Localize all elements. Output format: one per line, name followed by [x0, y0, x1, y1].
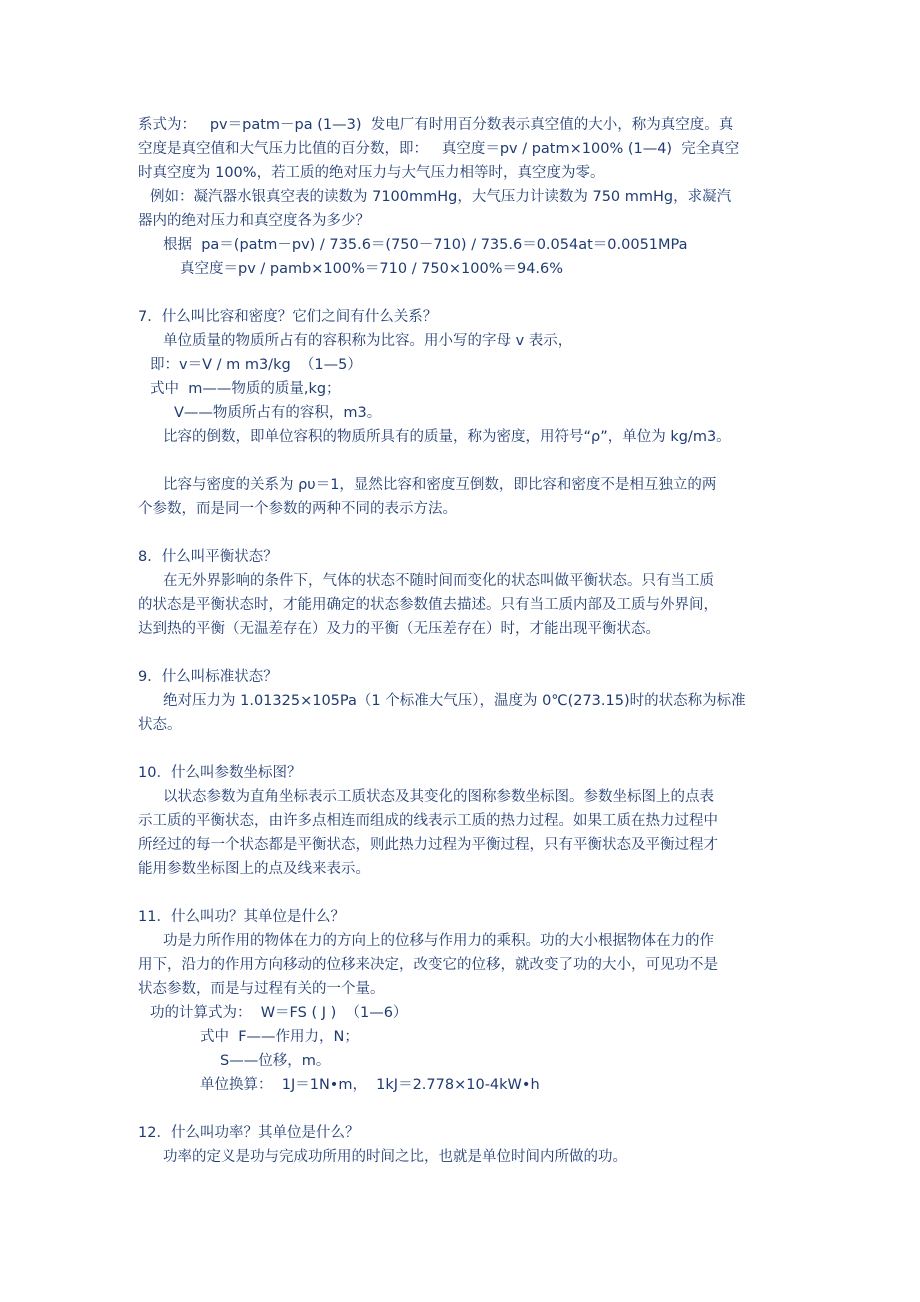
paragraph-line: 比容的倒数，即单位容积的物质所具有的质量，称为密度，用符号“ρ”，单位为 kg/m3。 — [163, 429, 731, 445]
paragraph-line: 式中 m——物质的质量,kg； — [150, 381, 341, 397]
question-heading: 10．什么叫参数坐标图？ — [138, 765, 302, 781]
paragraph-line: 状态。 — [138, 717, 182, 733]
question-heading: 8．什么叫平衡状态？ — [138, 549, 278, 565]
question-heading: 9．什么叫标准状态？ — [138, 669, 278, 685]
formula-line: 根据 pa＝(patm－pv) / 735.6＝(750－710) / 735.6＝0.054at＝0.0051MPa — [163, 237, 688, 253]
question-heading: 7．什么叫比容和密度？它们之间有什么关系？ — [138, 309, 438, 325]
question-heading: 12．什么叫功率？其单位是什么？ — [138, 1125, 360, 1141]
paragraph-line: 功率的定义是功与完成功所用的时间之比，也就是单位时间内所做的功。 — [163, 1149, 627, 1165]
paragraph-line: 以状态参数为直角坐标表示工质状态及其变化的图称参数坐标图。参数坐标图上的点表 — [163, 789, 714, 805]
paragraph-line: 功是力所作用的物体在力的方向上的位移与作用力的乘积。功的大小根据物体在力的作 — [163, 933, 714, 949]
paragraph-line: 时真空度为 100%，若工质的绝对压力与大气压力相等时，真空度为零。 — [138, 165, 605, 181]
paragraph-line: V——物质所占有的容积，m3。 — [174, 405, 382, 421]
paragraph-line: 的状态是平衡状态时，才能用确定的状态参数值去描述。只有当工质内部及工质与外界间， — [138, 597, 718, 613]
paragraph-line: 达到热的平衡（无温差存在）及力的平衡（无压差存在）时，才能出现平衡状态。 — [138, 621, 660, 637]
paragraph-line: 单位质量的物质所占有的容积称为比容。用小写的字母 v 表示， — [163, 333, 573, 349]
paragraph-line: 比容与密度的关系为 ρυ＝1，显然比容和密度互倒数，即比容和密度不是相互独立的两 — [163, 477, 717, 493]
paragraph-line: 空度是真空值和大气压力比值的百分数，即： 真空度＝pv / patm×100% (1—4) 完全真空 — [138, 141, 740, 157]
paragraph-line: 所经过的每一个状态都是平衡状态，则此热力过程为平衡过程，只有平衡状态及平衡过程才 — [138, 837, 718, 853]
paragraph-line: 能用参数坐标图上的点及线来表示。 — [138, 861, 370, 877]
paragraph-line: 示工质的平衡状态，由许多点相连而组成的线表示工质的热力过程。如果工质在热力过程中 — [138, 813, 718, 829]
paragraph-line: S——位移，m。 — [220, 1053, 331, 1069]
paragraph-line: 器内的绝对压力和真空度各为多少？ — [138, 213, 370, 229]
paragraph-line: 式中 F——作用力，N； — [200, 1029, 359, 1045]
formula-line: 即：v＝V / m m3/kg （1—5） — [150, 357, 362, 373]
question-heading: 11．什么叫功？其单位是什么？ — [138, 909, 345, 925]
formula-line: 单位换算： 1J＝1N•m， 1kJ＝2.778×10-4kW•h — [200, 1077, 540, 1093]
formula-line: 真空度＝pv / pamb×100%＝710 / 750×100%＝94.6% — [180, 261, 564, 277]
formula-line: 功的计算式为： W＝FS ( J ) （1—6） — [150, 1005, 408, 1021]
paragraph-line: 用下，沿力的作用方向移动的位移来决定，改变它的位移，就改变了功的大小，可见功不是 — [138, 957, 718, 973]
paragraph-line: 例如：凝汽器水银真空表的读数为 7100mmHg，大气压力计读数为 750 mmHg，求凝汽 — [150, 189, 732, 205]
paragraph-line: 状态参数，而是与过程有关的一个量。 — [138, 981, 385, 997]
paragraph-line: 在无外界影响的条件下，气体的状态不随时间而变化的状态叫做平衡状态。只有当工质 — [163, 573, 714, 589]
paragraph-line: 系式为： pv＝patm－pa (1—3) 发电厂有时用百分数表示真空值的大小，称为真空度。真 — [138, 117, 734, 133]
paragraph-line: 绝对压力为 1.01325×105Pa（1 个标准大气压），温度为 0℃(273.15)时的状态称为标准 — [163, 693, 746, 709]
paragraph-line: 个参数，而是同一个参数的两种不同的表示方法。 — [138, 501, 457, 517]
